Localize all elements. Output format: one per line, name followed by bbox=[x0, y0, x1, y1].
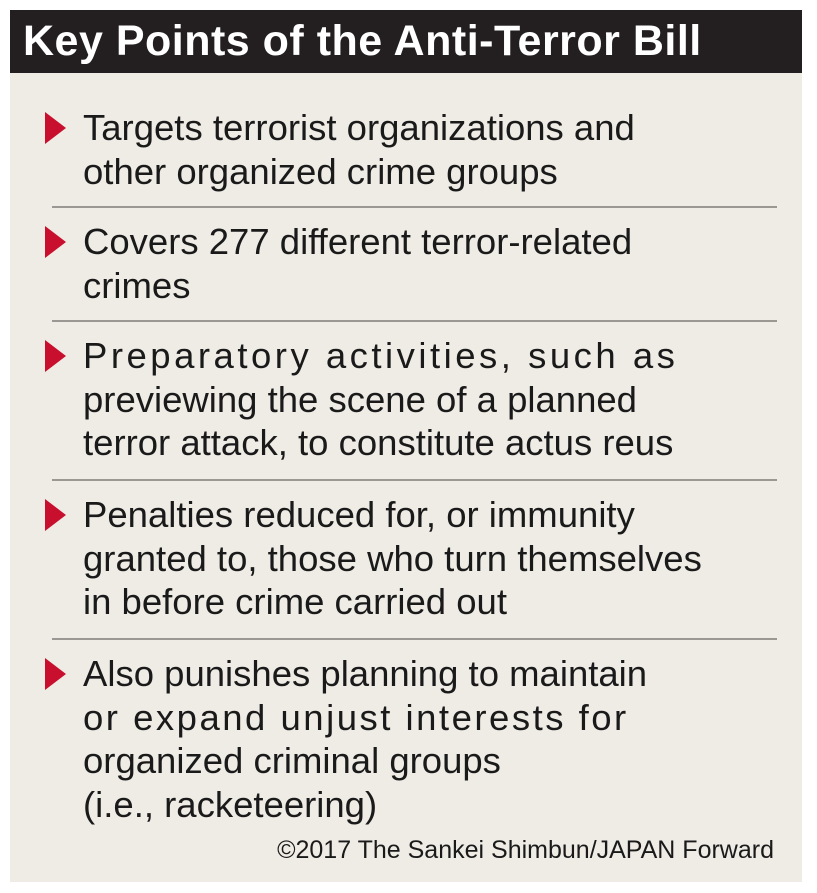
divider bbox=[52, 479, 777, 481]
divider bbox=[52, 320, 777, 322]
key-point-2 bbox=[83, 220, 783, 307]
bullet-triangle-icon bbox=[45, 112, 66, 144]
key-point-3 bbox=[83, 334, 783, 465]
key-point-5-line-2: or expand unjust interests for bbox=[83, 696, 629, 738]
page-title: Key Points of the Anti-Terror Bill bbox=[10, 10, 802, 73]
key-point-4-line-3: in before crime carried out bbox=[83, 581, 507, 622]
key-point-5 bbox=[83, 652, 783, 826]
divider bbox=[52, 206, 777, 208]
key-points-card bbox=[10, 10, 802, 882]
key-point-3-line-1: Preparatory activities, such as bbox=[83, 335, 679, 376]
bullet-triangle-icon bbox=[45, 658, 66, 690]
key-point-3-line-3: terror attack, to constitute actus reus bbox=[83, 422, 674, 463]
key-point-2-line-1: Covers 277 different terror-related bbox=[83, 221, 633, 262]
divider bbox=[52, 638, 777, 640]
key-point-1-line-2: other organized crime groups bbox=[83, 150, 558, 192]
key-point-1 bbox=[83, 106, 783, 193]
bullet-triangle-icon bbox=[45, 499, 66, 531]
key-point-2-line-2: crimes bbox=[83, 264, 191, 306]
key-point-4-line-2: granted to, those who turn themselves bbox=[83, 537, 702, 579]
key-point-4-line-1: Penalties reduced for, or immunity bbox=[83, 494, 635, 535]
copyright-credit: ©2017 The Sankei Shimbun/JAPAN Forward bbox=[277, 836, 774, 864]
bullet-triangle-icon bbox=[45, 226, 66, 258]
key-point-5-line-1: Also punishes planning to maintain bbox=[83, 653, 648, 694]
key-point-4 bbox=[83, 493, 783, 624]
bullet-triangle-icon bbox=[45, 340, 66, 372]
key-point-5-line-3: organized criminal groups bbox=[83, 740, 501, 781]
key-point-3-line-2: previewing the scene of a planned bbox=[83, 378, 637, 420]
key-point-5-line-4: (i.e., racketeering) bbox=[83, 783, 378, 825]
key-point-1-line-1: Targets terrorist organizations and bbox=[83, 107, 635, 148]
